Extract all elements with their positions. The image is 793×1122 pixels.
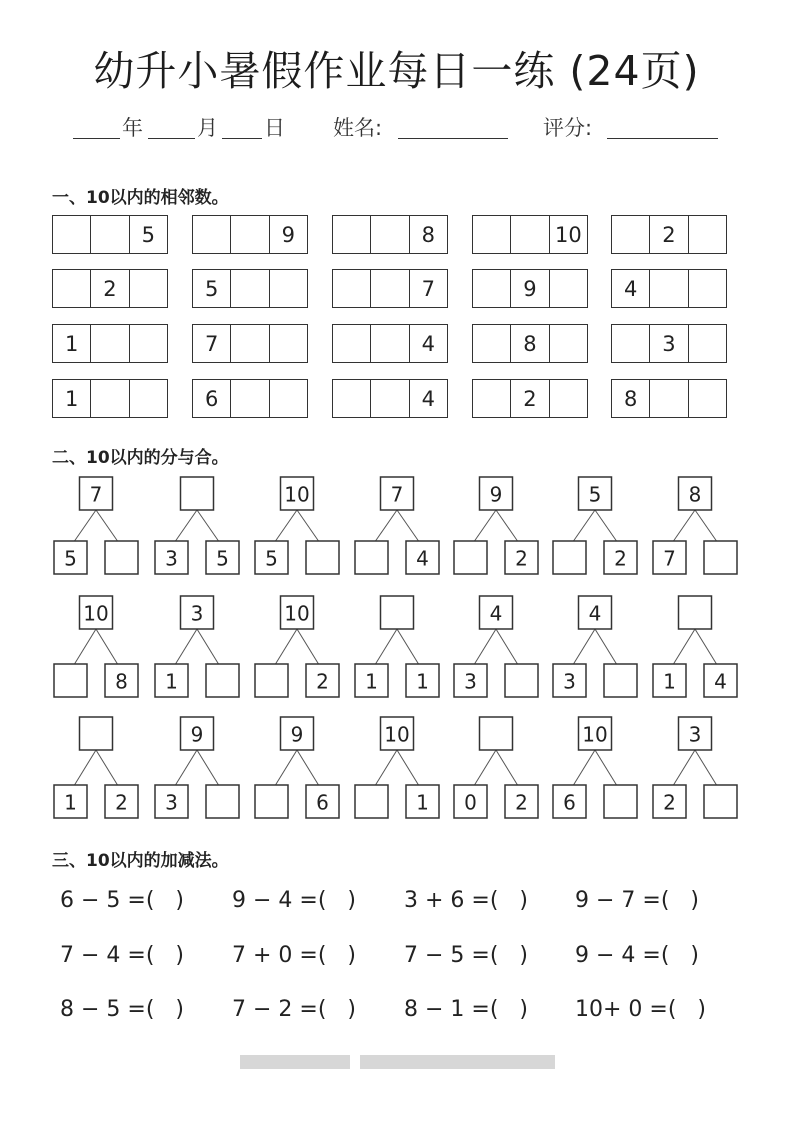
bond-part-right-number: 4 [714,669,727,694]
bond-link-line [496,629,518,664]
bond-part-right-number: 2 [515,546,528,571]
year-label: 年 [122,116,143,140]
answer-box[interactable] [80,717,113,750]
given-number-cell: 8 [612,380,650,417]
bond-whole-number: 10 [582,722,608,747]
bond-link-line [475,629,497,664]
arithmetic-problem[interactable]: 8 − 1 =( ) [404,997,528,1022]
bond-link-line [475,510,497,541]
given-number-cell: 1 [53,380,91,417]
bond-part-right-number: 5 [216,546,229,571]
given-number-cell: 7 [193,325,231,362]
bond-link-line [595,750,617,785]
bond-part-left-number: 1 [365,669,378,694]
answer-box[interactable] [355,785,388,818]
bond-link-line [96,510,118,541]
arithmetic-problem[interactable]: 9 − 4 =( ) [232,888,356,913]
given-number-cell: 8 [421,222,435,247]
bond-link-line [176,629,198,664]
bond-part-right-number: 2 [115,790,128,815]
answer-box[interactable] [704,785,737,818]
answer-box[interactable] [553,541,586,574]
bond-part-left-number: 3 [563,669,576,694]
bond-whole-number: 9 [190,722,204,747]
arithmetic-problem[interactable]: 6 − 5 =( ) [60,888,184,913]
given-number-cell: 2 [91,270,129,307]
bond-whole-number: 7 [390,482,404,507]
bond-link-line [397,750,419,785]
bond-link-line [276,750,298,785]
blurred-footer-watermark-2 [360,1055,555,1069]
bond-whole-number: 4 [588,601,602,626]
answer-box[interactable] [604,664,637,697]
bond-link-line [297,510,319,541]
bond-link-line [276,629,298,664]
bond-part-left-number: 0 [464,790,477,815]
bond-link-line [695,629,717,664]
bond-link-line [695,510,717,541]
bond-link-line [674,750,696,785]
bond-link-line [197,510,219,541]
bond-part-left-number: 3 [464,669,477,694]
bond-link-line [176,750,198,785]
given-number-cell: 4 [421,386,435,411]
bond-whole-number: 10 [83,601,109,626]
name-label: 姓名: [333,116,383,140]
bond-link-line [176,510,198,541]
bond-part-left-number: 1 [663,669,676,694]
given-number-cell: 5 [141,222,155,247]
answer-box[interactable] [604,785,637,818]
section-1-title: 一、10以内的相邻数。 [52,188,229,208]
given-number-cell: 1 [53,325,91,362]
answer-box[interactable] [381,596,414,629]
section-2-title: 二、10以内的分与合。 [52,448,229,468]
answer-box[interactable] [454,541,487,574]
bond-link-line [674,629,696,664]
answer-box[interactable] [679,596,712,629]
bond-link-line [96,750,118,785]
bond-link-line [475,750,497,785]
bond-link-line [376,629,398,664]
bond-link-line [695,750,717,785]
bond-part-left-number: 1 [64,790,77,815]
answer-box[interactable] [206,785,239,818]
arithmetic-problem[interactable]: 7 + 0 =( ) [232,943,356,968]
bond-link-line [197,629,219,664]
bond-whole-number: 9 [290,722,304,747]
answer-box[interactable] [480,717,513,750]
section-3-title: 三、10以内的加减法。 [52,851,229,871]
arithmetic-problem[interactable]: 10+ 0 =( ) [575,997,706,1022]
bond-part-left-number: 2 [663,790,676,815]
answer-box[interactable] [206,664,239,697]
bond-link-line [297,629,319,664]
answer-box[interactable] [355,541,388,574]
score-label: 评分: [543,116,593,140]
bond-link-line [574,510,596,541]
answer-box[interactable] [105,541,138,574]
given-number-cell: 4 [612,270,650,307]
bond-link-line [376,750,398,785]
bond-whole-number: 4 [489,601,503,626]
arithmetic-problem[interactable]: 7 − 4 =( ) [60,943,184,968]
answer-box[interactable] [54,664,87,697]
bond-part-left-number: 1 [165,669,178,694]
bond-link-line [75,750,97,785]
given-number-cell: 5 [193,270,231,307]
bond-link-line [674,510,696,541]
bond-whole-number: 8 [688,482,702,507]
arithmetic-problem[interactable]: 7 − 5 =( ) [404,943,528,968]
bond-part-right-number: 6 [316,790,329,815]
bond-part-right-number: 2 [316,669,329,694]
arithmetic-problem[interactable]: 8 − 5 =( ) [60,997,184,1022]
bond-part-left-number: 6 [563,790,576,815]
bond-whole-number: 9 [489,482,503,507]
answer-box[interactable] [255,785,288,818]
bond-link-line [397,629,419,664]
bond-link-line [276,510,298,541]
bond-part-right-number: 2 [515,790,528,815]
bond-link-line [496,510,518,541]
answer-box[interactable] [306,541,339,574]
bond-part-right-number: 1 [416,669,429,694]
given-number-cell: 6 [193,380,231,417]
bond-whole-number: 5 [588,482,602,507]
worksheet-title: 幼升小暑假作业每日一练 (24页) [93,47,700,95]
bond-part-right-number: 8 [115,669,128,694]
given-number-cell: 8 [511,325,549,362]
bond-link-line [75,629,97,664]
bond-part-right-number: 1 [416,790,429,815]
bond-part-left-number: 7 [663,546,676,571]
given-number-cell: 4 [421,331,435,356]
given-number-cell: 2 [511,380,549,417]
blurred-footer-watermark [240,1055,350,1069]
answer-box[interactable] [704,541,737,574]
given-number-cell: 3 [650,325,688,362]
bond-link-line [496,750,518,785]
bond-link-line [96,629,118,664]
day-label: 日 [264,116,285,140]
bond-link-line [574,629,596,664]
bond-link-line [397,510,419,541]
answer-box[interactable] [181,477,214,510]
answer-box[interactable] [255,664,288,697]
bond-part-left-number: 3 [165,790,178,815]
bond-link-line [595,629,617,664]
answer-box[interactable] [505,664,538,697]
bond-link-line [595,510,617,541]
bond-whole-number: 3 [190,601,204,626]
month-label: 月 [197,116,218,140]
bond-whole-number: 7 [89,482,103,507]
arithmetic-problem[interactable]: 9 − 4 =( ) [575,943,699,968]
arithmetic-problem[interactable]: 3 + 6 =( ) [404,888,528,913]
bond-whole-number: 10 [284,601,310,626]
arithmetic-problem[interactable]: 7 − 2 =( ) [232,997,356,1022]
given-number-cell: 10 [554,222,582,247]
bond-link-line [197,750,219,785]
bond-part-right-number: 4 [416,546,429,571]
bond-whole-number: 10 [284,482,310,507]
given-number-cell: 7 [421,276,435,301]
bond-link-line [376,510,398,541]
bond-part-left-number: 5 [64,546,77,571]
given-number-cell: 9 [511,270,549,307]
bond-link-line [75,510,97,541]
bond-part-right-number: 2 [614,546,627,571]
arithmetic-problem[interactable]: 9 − 7 =( ) [575,888,699,913]
bond-part-left-number: 3 [165,546,178,571]
given-number-cell: 9 [281,222,295,247]
bond-part-left-number: 5 [265,546,278,571]
bond-whole-number: 10 [384,722,410,747]
bond-link-line [574,750,596,785]
bond-link-line [297,750,319,785]
bond-whole-number: 3 [688,722,702,747]
given-number-cell: 2 [650,216,688,253]
